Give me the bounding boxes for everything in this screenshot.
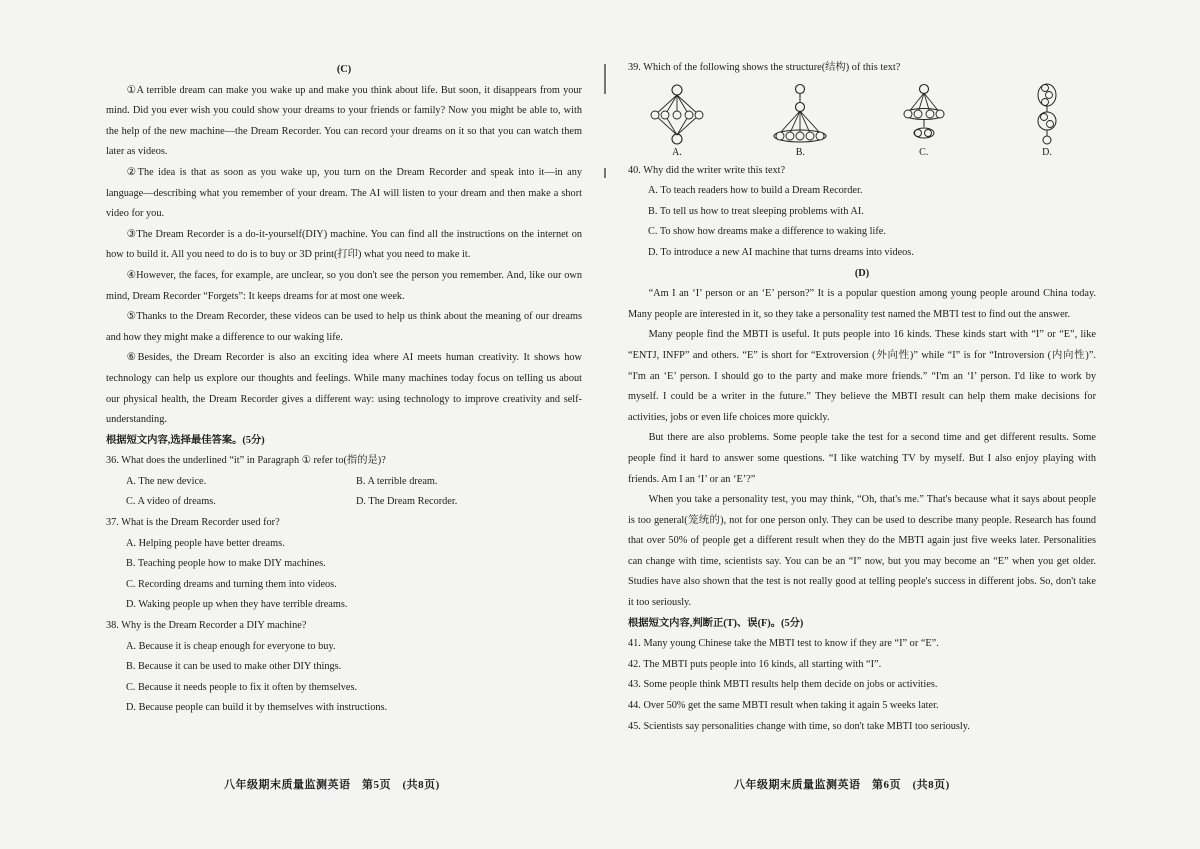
d-paragraph-4: When you take a personality test, you may think, “Oh, that's me.” That's because what it says about people is too general(笼统的), not for one person only. They can be used to describe many people. Research has found that over 50% of people get a different result when they do the MBTI again just five weeks later. Personalities can change with time, scientists say. You can be an “I” now, but you may become an “E” when you get older. Studies have also shown that the test is not really good at telling people's success in different jobs. So, don't take it too seriously. <box>628 494 1096 609</box>
diagram-a-drawing <box>647 83 707 147</box>
statement-45: 45. Scientists say personalities change with time, so don't take MBTI too seriously. <box>628 720 970 732</box>
section-title-d: (D) <box>854 267 870 279</box>
statement-44: 44. Over 50% get the same MBTI result when taking it again 5 weeks later. <box>628 700 939 712</box>
question-38-stem: 38. Why is the Dream Recorder a DIY machine? <box>106 620 307 632</box>
statement-43: 43. Some people think MBTI results help them decide on jobs or activities. <box>628 679 938 691</box>
statement-41: 41. Many young Chinese take the MBTI test to know if they are “I” or “E”. <box>628 638 939 650</box>
option-40-a[interactable]: A. To teach readers how to build a Dream Recorder. <box>648 185 863 197</box>
diagram-b-drawing <box>770 83 830 147</box>
option-40-c[interactable]: C. To show how dreams make a difference to waking life. <box>648 226 886 238</box>
question-36-options <box>106 472 582 513</box>
paragraph-4: ④However, the faces, for example, are unclear, so you don't see the person you remember. And, like our own mind, Dream Recorder “Forgets”: It keeps dreams for at most one week. <box>106 269 582 302</box>
paragraph-5: ⑤Thanks to the Dream Recorder, these videos can be used to help us think about the meaning of our dreams and how they might make a difference to our waking life. <box>106 311 582 343</box>
instruction-c: 根据短文内容,选择最佳答案。(5分) <box>106 434 265 446</box>
question-36-stem: 36. What does the underlined “it” in Paragraph ① refer to(指的是)? <box>106 455 386 467</box>
diagram-d-label: D. <box>1042 146 1052 158</box>
paragraph-3: ③The Dream Recorder is a do-it-yourself(DIY) machine. You can find all the instructions on the internet on how to build it. All you need to do is to buy or 3D print(打印) what you need to make it. <box>106 228 582 261</box>
diagram-b-label: B. <box>795 146 805 158</box>
diagram-c[interactable] <box>889 83 959 161</box>
diagram-d-drawing <box>1017 83 1077 147</box>
d-paragraph-2: Many people find the MBTI is useful. It puts people into 16 kinds. These kinds start with “I” or “E”, like “ENTJ, INFP” and others. “E” is short for “Extroversion (外向性)” while “I” is for “Introversion (内向性)”. “I'm an ‘E’ person. I should go to the party and make more friends.” “I'm an ‘I’ person. I'd like to work by myself. I could be a writer in the future.” They believe the MBTI result can help them make decisions for activities, jobs or even life choices more quickly. <box>628 329 1096 423</box>
option-36-d[interactable]: D. The Dream Recorder. <box>356 496 458 508</box>
diagram-a-label: A. <box>672 146 682 158</box>
d-paragraph-1: “Am I an ‘I’ person or an ‘E’ person?” It is a popular question among young people around China today. Many people are interested in it, so they take a personality test named the MBTI test to find out the answer. <box>628 288 1096 320</box>
d-paragraph-3: But there are also problems. Some people take the test for a second time and get different results. Some people find it hard to answer some questions. “I like watching TV by myself. But I also enjoy playing with friends. Am I an ‘I’ or an ‘E’?” <box>628 432 1096 485</box>
question-37-stem: 37. What is the Dream Recorder used for? <box>106 517 280 529</box>
option-40-d[interactable]: D. To introduce a new AI machine that turns dreams into videos. <box>648 246 914 258</box>
option-37-c[interactable]: C. Recording dreams and turning them into videos. <box>126 578 337 590</box>
paragraph-1: ①A terrible dream can make you wake up and make you think about life. But soon, it disappears from your mind. Did you ever wish you could show your dreams to your friends or family? Now you might be able to, with the help of the new machine—the Dream Recorder. You can record your dreams on it so that you can watch them later as videos. <box>106 84 582 158</box>
question-40-stem: 40. Why did the writer write this text? <box>628 164 786 176</box>
paragraph-2: ②The idea is that as soon as you wake up, you turn on the Dream Recorder and speak into it—in any language—describing what you remember of your dream. The AI will listen to your dream and then make a short video for you. <box>106 166 582 220</box>
option-38-a[interactable]: A. Because it is cheap enough for everyone to buy. <box>126 640 336 652</box>
option-36-b[interactable]: B. A terrible dream. <box>356 475 438 487</box>
option-37-a[interactable]: A. Helping people have better dreams. <box>126 537 285 549</box>
left-column <box>106 60 582 719</box>
paragraph-6: ⑥Besides, the Dream Recorder is also an exciting idea where AI meets human creativity. It shows how technology can help us explore our thoughts and feelings. While many machines today focus on telling us about our physical health, the Dream Recorder gives a different way: using technology to improve creativity and self-understanding. <box>106 352 582 426</box>
section-title-c: (C) <box>336 64 352 75</box>
statement-42: 42. The MBTI puts people into 16 kinds, all starting with “I”. <box>628 658 882 670</box>
diagram-c-label: C. <box>919 146 929 158</box>
instruction-d: 根据短文内容,判断正(T)、误(F)。(5分) <box>628 617 804 629</box>
option-36-a[interactable]: A. The new device. <box>126 475 207 487</box>
option-37-b[interactable]: B. Teaching people how to make DIY machines. <box>126 558 326 570</box>
diagram-b[interactable] <box>765 83 835 161</box>
diagram-d[interactable] <box>1012 83 1082 161</box>
structure-diagrams <box>628 79 1096 161</box>
diagram-c-drawing <box>894 83 954 147</box>
diagram-a[interactable] <box>642 83 712 161</box>
question-39-stem: 39. Which of the following shows the structure(结构) of this text? <box>628 62 901 73</box>
option-40-b[interactable]: B. To tell us how to treat sleeping problems with AI. <box>648 205 864 217</box>
right-column <box>628 58 1096 737</box>
left-footer: 八年级期末质量监测英语 第5页 (共8页) <box>224 779 440 791</box>
option-38-c[interactable]: C. Because it needs people to fix it often by themselves. <box>126 681 358 693</box>
option-36-c[interactable]: C. A video of dreams. <box>126 496 216 508</box>
option-37-d[interactable]: D. Waking people up when they have terrible dreams. <box>126 599 348 611</box>
option-38-b[interactable]: B. Because it can be used to make other DIY things. <box>126 661 342 673</box>
right-footer: 八年级期末质量监测英语 第6页 (共8页) <box>734 779 950 791</box>
option-38-d[interactable]: D. Because people can build it by themselves with instructions. <box>126 702 388 714</box>
